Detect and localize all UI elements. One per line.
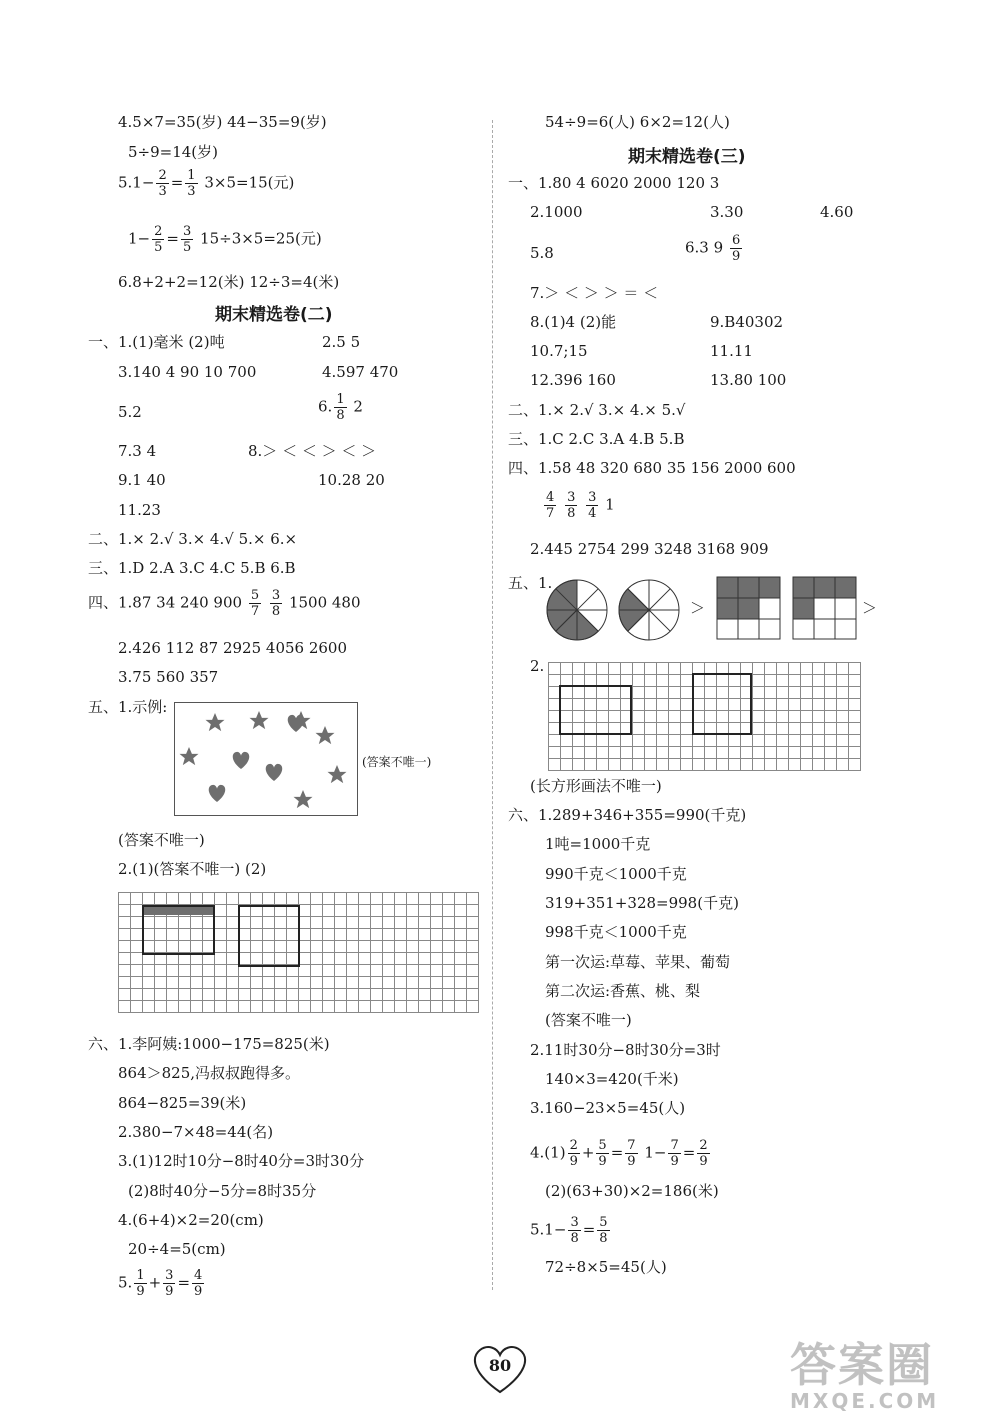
fraction-grid-2 (792, 576, 858, 640)
answer-line: 998千克＜1000千克 (545, 923, 687, 941)
fraction: $\frac{5}{8}$ (599, 1215, 608, 1246)
answer-line-fraction: 5. $\frac{1}{9}$ + $\frac{3}{9}$ = $\frac{4}{9}$ (118, 1268, 203, 1299)
answer-line: 10.28 20 (318, 471, 385, 489)
answer-line: 第一次运:草莓、苹果、葡萄 (545, 953, 731, 971)
answer-line: 10.7;15 (530, 342, 588, 360)
fraction: $\frac{5}{7}$ (250, 588, 260, 619)
answer-line: 四、1.58 48 320 680 35 156 2000 600 (508, 459, 796, 477)
star-icon (250, 711, 269, 729)
answer-line: 一、1.(1)毫米 (2)吨 (88, 333, 225, 351)
fraction-circle-1 (545, 578, 609, 642)
answer-line: 2.(1)(答案不唯一) (2) (118, 860, 267, 878)
fraction: $\frac{1}{9}$ (136, 1268, 145, 1299)
answer-line: (答案不唯一) (545, 1011, 632, 1029)
answer-line: 3.160−23×5=45(人) (530, 1099, 686, 1117)
page-number-text: 80 (488, 1356, 512, 1375)
answer-line: 12.396 160 (530, 371, 616, 389)
fraction: $\frac{2}{5}$ (154, 224, 163, 255)
answer-line: 9.B40302 (710, 313, 784, 331)
answer-line: 4.60 (820, 203, 854, 221)
answer-line: 5÷9=14(岁) (128, 143, 219, 161)
fraction: $\frac{6}{9}$ (731, 233, 741, 264)
grid-left-rect-1 (142, 905, 215, 955)
section-title-2: 期末精选卷(二) (215, 305, 333, 325)
answer-line: 319+351+328=998(千克) (545, 894, 739, 912)
star-icon (180, 747, 199, 765)
grid-left-rect-2 (238, 905, 300, 967)
fraction: $\frac{1}{3}$ (187, 168, 196, 199)
page-number (468, 1340, 532, 1396)
answer-line-fraction: 6. $\frac{1}{8}$ 2 (318, 392, 363, 423)
answer-line: 990千克＜1000千克 (545, 865, 687, 883)
answer-line: 二、1.× 2.√ 3.× 4.× 5.√ (508, 401, 686, 419)
fraction: $\frac{7}{9}$ (670, 1138, 679, 1169)
fraction-grid-1 (716, 576, 782, 640)
answer-line: 2.380−7×48=44(名) (118, 1123, 274, 1141)
fraction: $\frac{1}{8}$ (336, 392, 345, 423)
star-icon (316, 726, 335, 744)
answer-line: 六、1.李阿姨:1000−175=825(米) (88, 1035, 330, 1053)
fraction-circle-2 (617, 578, 681, 642)
answer-line: 三、1.C 2.C 3.A 4.B 5.B (508, 430, 685, 448)
answer-line: 4.597 470 (322, 363, 399, 381)
fraction: $\frac{3}{8}$ (570, 1215, 579, 1246)
answer-line: 5.8 (530, 244, 554, 262)
answer-line: 2.445 2754 299 3248 3168 909 (530, 540, 769, 558)
fraction: $\frac{3}{8}$ (271, 588, 281, 619)
heart-icon (266, 764, 283, 781)
answer-line: 三、1.D 2.A 3.C 4.C 5.B 6.B (88, 559, 296, 577)
answer-line: 11.23 (118, 501, 161, 519)
answer-line: 3.(1)12时10分−8时40分=3时30分 (118, 1152, 365, 1170)
fraction: $\frac{3}{4}$ (588, 490, 597, 521)
column-divider (492, 120, 493, 1290)
answer-line: 20÷4=5(cm) (128, 1240, 226, 1258)
answer-line: 2.1000 (530, 203, 583, 221)
answer-line: 72÷8×5=45(人) (545, 1258, 667, 1276)
fraction: $\frac{2}{9}$ (569, 1138, 578, 1169)
answer-line-fraction: 5.1− $\frac{3}{8}$ = $\frac{5}{8}$ (530, 1215, 608, 1246)
answer-line: 3.75 560 357 (118, 668, 219, 686)
answer-line: 6.8+2+2=12(米) 12÷3=4(米) (118, 273, 340, 291)
grid-right-rect-2 (692, 673, 752, 735)
answer-line: 五、1. (508, 574, 553, 592)
answer-line: 9.1 40 (118, 471, 166, 489)
answer-line: 3.140 4 90 10 700 (118, 363, 257, 381)
answer-line: 5.2 (118, 403, 142, 421)
answer-line: 11.11 (710, 342, 753, 360)
answer-line-fraction: 4.(1) $\frac{2}{9}$ + $\frac{5}{9}$ = $\frac{7}{9}$ 1− $\frac{7}{9}$ = $\frac{2}{9}$ (530, 1138, 708, 1169)
answer-line: 一、1.80 4 6020 2000 120 3 (508, 174, 720, 192)
answer-line: (2)(63+30)×2=186(米) (545, 1182, 719, 1200)
answer-line-fraction: $\frac{4}{7}$ $\frac{3}{8}$ $\frac{3}{4}$ 1 (546, 490, 615, 521)
answer-line: (长方形画法不唯一) (530, 777, 662, 795)
compare-gt-2: ＞ (862, 599, 878, 617)
answer-line: 864−825=39(米) (118, 1094, 247, 1112)
answer-line: 8.＞ ＜ ＜ ＞ ＜ ＞ (248, 442, 377, 460)
answer-line: 3.30 (710, 203, 744, 221)
answer-line: 2.5 5 (322, 333, 361, 351)
answer-line: 8.(1)4 (2)能 (530, 313, 617, 331)
fraction: $\frac{3}{5}$ (182, 224, 192, 255)
answer-line-fraction: 5.1− $\frac{2}{3}$ = $\frac{1}{3}$ 3×5=15(元) (118, 168, 295, 199)
fraction: $\frac{2}{9}$ (699, 1138, 708, 1169)
answer-line: 4.(6+4)×2=20(cm) (118, 1211, 264, 1229)
answer-line: 六、1.289+346+355=990(千克) (508, 806, 747, 824)
grid-right-rect-1 (559, 685, 632, 735)
stars-hearts-figure (175, 703, 357, 815)
answer-line: 7.3 4 (118, 442, 157, 460)
fraction: $\frac{3}{9}$ (165, 1268, 174, 1299)
answer-line: 第二次运:香蕉、桃、梨 (545, 982, 701, 1000)
answer-line: 13.80 100 (710, 371, 787, 389)
answer-note: (答案不唯一) (362, 755, 432, 769)
star-icon (206, 713, 225, 731)
answer-line: 1吨=1000千克 (545, 835, 651, 853)
answer-line: 864＞825,冯叔叔跑得多。 (118, 1064, 301, 1082)
answer-line: 54÷9=6(人) 6×2=12(人) (545, 113, 730, 131)
star-icon (294, 790, 313, 808)
answer-line: 140×3=420(千米) (545, 1070, 679, 1088)
watermark-url: MXQE.COM (790, 1389, 940, 1413)
watermark-logo (790, 1340, 990, 1416)
answer-line: (答案不唯一) (118, 831, 205, 849)
answer-line: 7.＞ ＜ ＞ ＞ ＝ ＜ (530, 284, 659, 302)
answer-line: 二、1.× 2.√ 3.× 4.√ 5.× 6.× (88, 530, 298, 548)
compare-gt-1: ＞ (690, 599, 706, 617)
answer-line: 2.11时30分−8时30分=3时 (530, 1041, 721, 1059)
answer-line-fraction: 1− $\frac{2}{5}$ = $\frac{3}{5}$ 15÷3×5=25(元) (128, 224, 322, 255)
answer-line: 五、1.示例: (88, 698, 168, 716)
watermark-text: 答案圈 (790, 1338, 934, 1392)
fraction: $\frac{4}{7}$ (546, 490, 555, 521)
fraction: $\frac{3}{8}$ (567, 490, 576, 521)
heart-icon (209, 785, 226, 802)
answer-line: (2)8时40分−5分=8时35分 (128, 1182, 317, 1200)
section-title-3: 期末精选卷(三) (628, 147, 746, 167)
heart-icon (233, 752, 250, 769)
answer-line: 2.426 112 87 2925 4056 2600 (118, 639, 348, 657)
fraction: $\frac{5}{9}$ (598, 1138, 607, 1169)
fraction: $\frac{7}{9}$ (627, 1138, 636, 1169)
answer-line-fraction: 四、1.87 34 240 900 $\frac{5}{7}$ $\frac{3}{8}$ 1500 480 (88, 588, 361, 619)
answer-line-fraction: 6.3 9 $\frac{6}{9}$ (685, 233, 741, 264)
answer-line: 4.5×7=35(岁) 44−35=9(岁) (118, 113, 327, 131)
answer-line: 2. (530, 657, 545, 675)
stars-hearts-box (174, 702, 358, 816)
fraction: $\frac{4}{9}$ (194, 1268, 203, 1299)
star-icon (328, 765, 347, 783)
fraction: $\frac{2}{3}$ (158, 168, 167, 199)
